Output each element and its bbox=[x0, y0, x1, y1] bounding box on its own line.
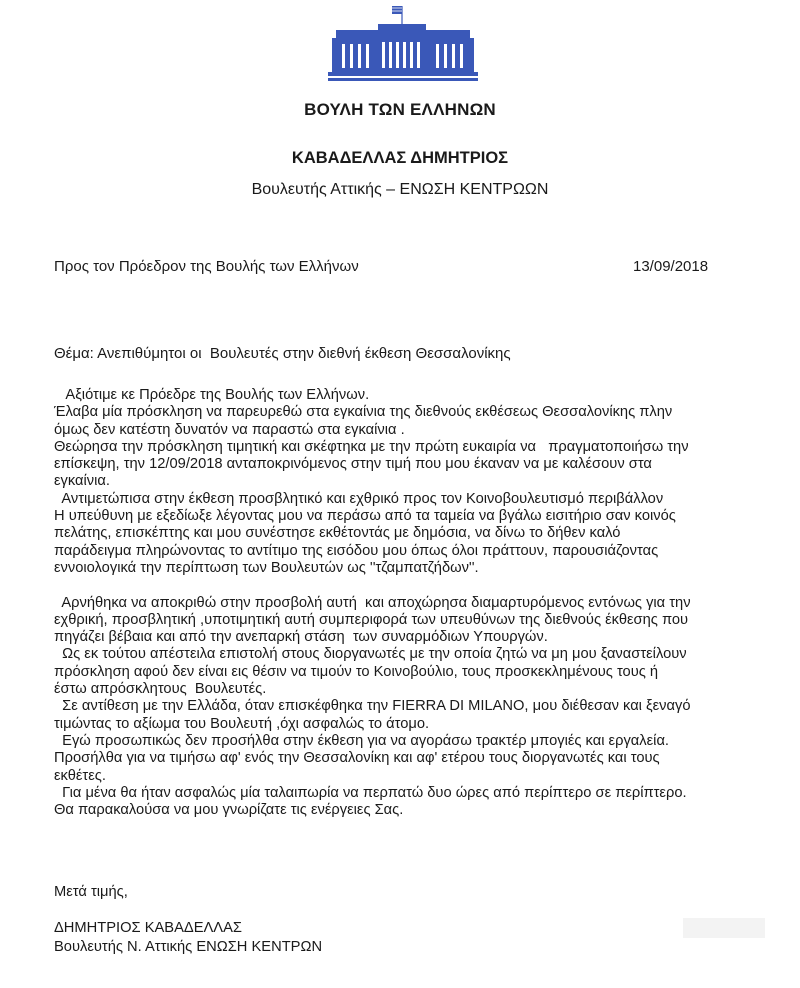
body-line: πρόσκληση αφού δεν είναι εις θέσιν να τιμούν το Κοινοβούλιο, τους προσκεκλημένους τους ή bbox=[54, 663, 659, 680]
body-line: Ως εκ τούτου απέστειλα επιστολή στους διοργανωτές με την οποία ζητώ να μη μου ξαναστείλουν bbox=[54, 646, 687, 663]
body-line: Θα παρακαλούσα να μου γνωρίζατε τις ενέργειες Σας. bbox=[54, 802, 404, 819]
body-line: επίσκεψη, την 12/09/2018 ανταποκρινόμενος στην τιμή που μου έκαναν να με καλέσουν στα bbox=[54, 456, 652, 473]
body-line: παράδειγμα πληρώνοντας το αντίτιμο της εισόδου μου όπως όλοι πράττουν, παρουσιάζοντας bbox=[54, 542, 659, 559]
body-line: εχθρική, προσβλητική ,υποτιμητική αυτή συμπεριφορά των υπευθύνων της διεθνούς έκθεσης που bbox=[54, 611, 689, 628]
body-line: Σε αντίθεση με την Ελλάδα, όταν επισκέφθηκα την FIERRA DI MILANO, μου διέθεσαν και ξεναγό bbox=[54, 698, 691, 715]
letter-body bbox=[54, 387, 774, 819]
recipient-line: Προς τον Πρόεδρον της Βουλής των Ελλήνων bbox=[54, 258, 359, 275]
body-line: εγκαίνια. bbox=[54, 473, 110, 490]
body-line: Έλαβα μία πρόσκληση να παρευρεθώ στα εγκαίνια της διεθνούς εκθέσεως Θεσσαλονίκης πλην bbox=[54, 404, 673, 421]
body-line: Εγώ προσωπικώς δεν προσήλθα στην έκθεση για να αγοράσω τρακτέρ μπογιές και εργαλεία. bbox=[54, 732, 670, 749]
body-line: Η υπεύθυνη με εξεδίωξε λέγοντας μου να περάσω από τα ταμεία να βγάλω εισιτήριο σαν κοινός bbox=[54, 508, 676, 525]
body-line: Προσήλθα για να τιμήσω αφ' ενός την Θεσσαλονίκη και αφ' ετέρου τους διοργανωτές και τους bbox=[54, 750, 660, 767]
scan-artifact bbox=[683, 918, 765, 938]
letter-date: 13/09/2018 bbox=[633, 258, 709, 275]
body-line: Αντιμετώπισα στην έκθεση προσβλητικό και εχθρικό προς τον Κοινοβουλευτισμό περιβάλλον bbox=[54, 490, 664, 507]
body-line: πηγάζει βέβαια και από την ανεπαρκή στάση των συναρμόδιων Υπουργών. bbox=[54, 629, 548, 646]
author-role: Βουλευτής Αττικής – ΕΝΩΣΗ ΚΕΝΤΡΩΩΝ bbox=[251, 181, 549, 198]
body-line: όμως δεν κατέστη δυνατόν να παραστώ στα εγκαίνια . bbox=[54, 421, 405, 438]
signature-name: ΔΗΜΗΤΡΙΟΣ ΚΑΒΑΔΕΛΛΑΣ bbox=[54, 920, 242, 936]
paragraph-gap bbox=[54, 577, 774, 594]
body-line: εκθέτες. bbox=[54, 767, 106, 784]
body-line: Αξιότιμε κε Πρόεδρε της Βουλής των Ελλήνων. bbox=[54, 387, 370, 403]
parliament-building-logo bbox=[328, 2, 478, 84]
author-name: ΚΑΒΑΔΕΛΛΑΣ ΔΗΜΗΤΡΙΟΣ bbox=[291, 149, 509, 167]
signature-title: Βουλευτής Ν. Αττικής ΕΝΩΣΗ ΚΕΝΤΡΩΝ bbox=[54, 939, 323, 955]
body-line: τιμώντας το αξίωμα του Βουλευτή ,όχι ασφαλώς το άτομο. bbox=[54, 715, 430, 732]
body-line: πελάτης, επισκέπτης και μου συνέστησε εκθέτοντάς με δημόσια, να δίνω το δήθεν καλό bbox=[54, 525, 621, 542]
institution-name: ΒΟΥΛΗ ΤΩΝ ΕΛΛΗΝΩΝ bbox=[304, 100, 496, 119]
body-line: εννοιολογικά την περίπτωση των Βουλευτών ως ''τζαμπατζήδων''. bbox=[54, 559, 479, 576]
closing-line: Μετά τιμής, bbox=[54, 884, 128, 900]
body-line: έστω απρόσκλητους Βουλευτές. bbox=[54, 681, 267, 698]
subject-line: Θέμα: Ανεπιθύμητοι οι Βουλευτές στην διεθνή έκθεση Θεσσαλονίκης bbox=[54, 345, 511, 362]
body-line: Για μένα θα ήταν ασφαλώς μία ταλαιπωρία να περπατώ δυο ώρες από περίπτερο σε περίπτερο. bbox=[54, 784, 687, 801]
body-line: Αρνήθηκα να αποκριθώ στην προσβολή αυτή και αποχώρησα διαμαρτυρόμενος εντόνως για την bbox=[54, 594, 691, 611]
body-line: Θεώρησα την πρόσκληση τιμητική και σκέφτηκα με την πρώτη ευκαιρία να πραγματοποιήσω την bbox=[54, 438, 689, 455]
